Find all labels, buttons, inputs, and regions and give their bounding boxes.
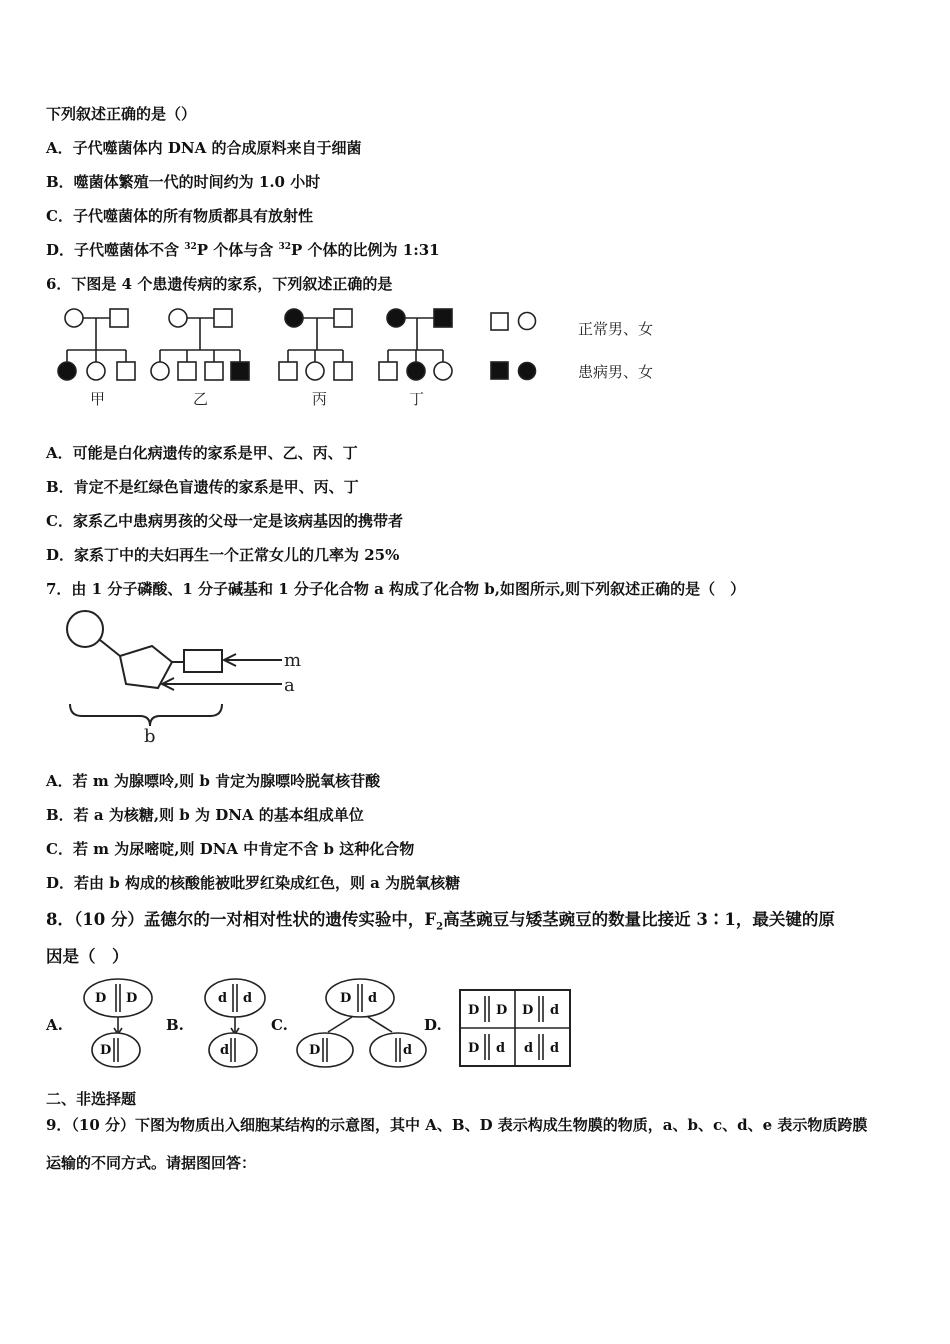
q5-option-a: A．子代噬菌体内 DNA 的合成原料来自于细菌 — [46, 139, 362, 157]
option-a-label: A. — [46, 1016, 63, 1034]
allele-d-cell3-1: D — [468, 1041, 480, 1056]
legend-normal-female-icon — [519, 313, 536, 330]
pedigree-family-ding — [379, 309, 452, 380]
legend-normal-male-icon — [491, 313, 508, 330]
q6-option-a: A．可能是白化病遗传的家系是甲、乙、丙、丁 — [46, 444, 358, 462]
q5-option-c: C．子代噬菌体的所有物质都具有放射性 — [46, 207, 313, 225]
q7-option-a: A．若 m 为腺嘌呤,则 b 肯定为腺嘌呤脱氧核苷酸 — [46, 772, 381, 790]
base-box — [184, 650, 222, 672]
label-b: b — [144, 726, 156, 746]
q7-stem: 7．由 1 分子磷酸、1 分子碱基和 1 分子化合物 a 构成了化合物 b,如图所示,则下列叙述正确的是（ ） — [46, 580, 746, 598]
q6-option-d: D．家系丁中的夫妇再生一个正常女儿的几率为 25% — [46, 546, 400, 564]
legend-affected-label: 患病男、女 — [578, 363, 654, 381]
allele-b-top-1: d — [218, 991, 228, 1006]
q8-stem-line2: 因是（ ） — [46, 947, 129, 966]
q6-option-b: B．肯定不是红绿色盲遗传的家系是甲、丙、丁 — [46, 478, 359, 496]
legend-normal-label: 正常男、女 — [578, 320, 654, 338]
family-label-bing: 丙 — [312, 390, 328, 408]
q9-line2: 运输的不同方式。请据图回答： — [46, 1154, 257, 1172]
allele-a-bottom: D — [100, 1043, 112, 1058]
allele-d-cell3-2: d — [496, 1041, 506, 1056]
q7-option-c: C．若 m 为尿嘧啶,则 DNA 中肯定不含 b 这种化合物 — [46, 840, 415, 858]
q7-option-d: D．若由 b 构成的核酸能被吡罗红染成红色，则 a 为脱氧核糖 — [46, 874, 461, 892]
q5-option-d: D．子代噬菌体不含 $^{32}$P 个体与含 $^{32}$P 个体的比例为 1:31 — [46, 241, 440, 259]
nucleotide-figure — [60, 606, 320, 746]
family-label-yi: 乙 — [193, 390, 209, 408]
label-a: a — [284, 675, 295, 696]
phosphate-circle — [67, 611, 103, 647]
legend-affected-male-icon — [491, 362, 508, 379]
label-m: m — [284, 650, 302, 671]
allele-d-cell4-2: d — [550, 1041, 560, 1056]
allele-d-cell4-1: d — [524, 1041, 534, 1056]
section-heading: 二、非选择题 — [46, 1090, 137, 1108]
allele-d-cell1-2: D — [496, 1003, 508, 1018]
pedigree-family-jia — [58, 309, 135, 380]
option-c-label: C. — [271, 1016, 288, 1034]
allele-d-cell1-1: D — [468, 1003, 480, 1018]
mendel-options-figure — [40, 974, 580, 1074]
allele-b-top-2: d — [243, 991, 253, 1006]
option-b-label: B. — [166, 1016, 184, 1034]
q6-stem: 6．下图是 4 个患遗传病的家系，下列叙述正确的是 — [46, 275, 393, 293]
allele-a-top-2: D — [126, 991, 138, 1006]
allele-c-top-2: d — [368, 991, 378, 1006]
allele-c-bottom-right: d — [403, 1043, 413, 1058]
legend-affected-female-icon — [519, 363, 536, 380]
q5-stem: 下列叙述正确的是（） — [46, 105, 197, 123]
allele-a-top-1: D — [95, 991, 107, 1006]
allele-d-cell2-1: D — [522, 1003, 534, 1018]
pedigree-family-yi — [151, 309, 249, 380]
pentose-ring — [120, 646, 172, 688]
option-d-label: D. — [424, 1016, 442, 1034]
q9-line1: 9．（10 分）下图为物质出入细胞某结构的示意图，其中 A、B、D 表示构成生物膜的物质，a、b、c、d、e 表示物质跨膜 — [46, 1116, 868, 1134]
pedigree-figure — [50, 300, 690, 415]
family-label-jia: 甲 — [90, 390, 106, 408]
option-b-diagram — [205, 979, 265, 1067]
allele-c-bottom-left: D — [309, 1043, 321, 1058]
pedigree-legend — [491, 313, 536, 380]
q5-option-b: B．噬菌体繁殖一代的时间约为 1.0 小时 — [46, 173, 321, 191]
family-label-ding: 丁 — [409, 390, 425, 408]
q8-stem: 8．（10 分）孟德尔的一对相对性状的遗传实验中，$F_2$高茎豌豆与矮茎豌豆的数量比接近 3∶1，最关键的原 — [46, 910, 835, 933]
q7-option-b: B．若 a 为核糖,则 b 为 DNA 的基本组成单位 — [46, 806, 364, 824]
allele-b-bottom: d — [220, 1043, 230, 1058]
allele-d-cell2-2: d — [550, 1003, 560, 1018]
pedigree-family-bing — [279, 309, 352, 380]
q6-option-c: C．家系乙中患病男孩的父母一定是该病基因的携带者 — [46, 512, 403, 530]
allele-c-top-1: D — [340, 991, 352, 1006]
